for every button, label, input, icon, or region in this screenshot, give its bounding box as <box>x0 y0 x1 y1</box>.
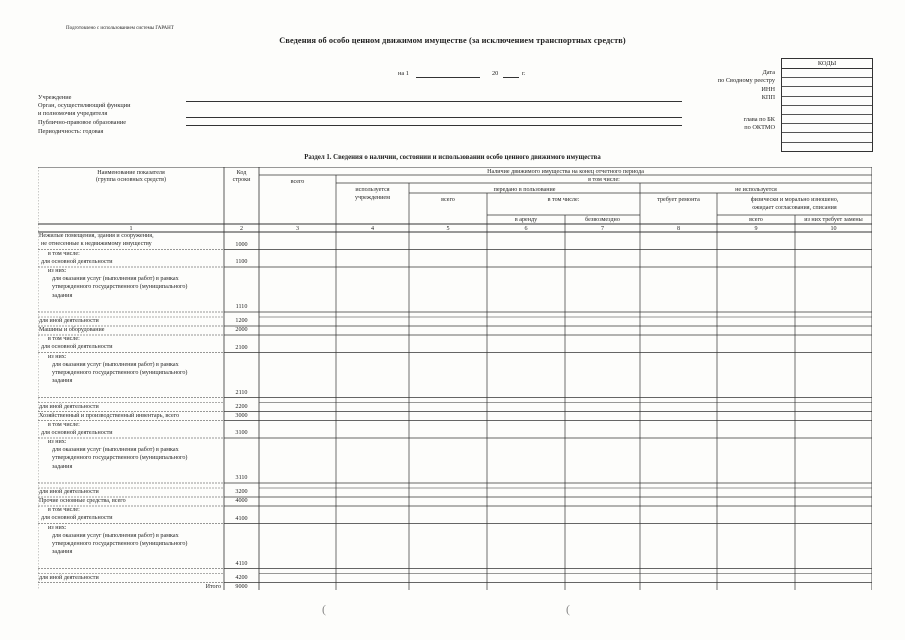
col-num-9: 9 <box>754 226 758 232</box>
row-label-line: из них: <box>48 268 67 274</box>
year-prefix: 20 <box>492 70 499 77</box>
row-label-line: Машины и оборудование <box>39 327 105 333</box>
col-head-name-1: Наименование показателя <box>97 170 165 176</box>
row-label-line: для основной деятельности <box>41 515 113 522</box>
row-code: 3000 <box>235 412 248 419</box>
institution-field[interactable] <box>186 101 682 102</box>
col-head-used-1: используется <box>355 187 390 193</box>
row-label-line: для оказания услуг (выполнения работ) в рамках <box>52 447 179 454</box>
row-code: 2200 <box>235 403 248 410</box>
meta-public-entity: Публично-правовое образование <box>38 119 126 126</box>
row-label-line: в том числе: <box>48 507 80 513</box>
row-label-line: для основной деятельности <box>41 429 113 436</box>
row-code: 1100 <box>235 259 248 265</box>
year-suffix: г. <box>522 70 526 77</box>
col-head-obsolete-2: ожидает согласования, списания <box>752 205 837 211</box>
source-note: Подготовлено с использованием системы ГАРАНТ <box>66 26 174 31</box>
row-label-line: задания <box>52 292 73 299</box>
row-label-line: из них: <box>48 353 67 360</box>
row-label-line: утвержденного государственного (муниципального) <box>52 455 188 462</box>
row-code: 4000 <box>235 498 248 504</box>
code-cell-kpp[interactable] <box>782 97 872 106</box>
row-label-line: утвержденного государственного (муниципального) <box>52 284 188 291</box>
col-head-obsolete-replace: из них требует замены <box>804 217 863 223</box>
col-head-transferred: передано в пользование <box>493 187 556 193</box>
code-cell-inn[interactable] <box>782 87 872 96</box>
col-head-obsolete-total: всего <box>749 217 763 223</box>
codes-header: КОДЫ <box>782 59 872 69</box>
code-cell-oktmo[interactable] <box>782 133 872 142</box>
date-field[interactable] <box>416 77 480 78</box>
col-head-needs-repair: требует ремонта <box>657 197 700 203</box>
row-code: 1000 <box>235 241 248 248</box>
row-code: 2100 <box>235 344 248 351</box>
col-num-10: 10 <box>830 226 837 232</box>
row-code: 1110 <box>235 304 248 310</box>
row-label-line: утвержденного государственного (муниципального) <box>52 540 188 547</box>
col-head-code-1: Код <box>236 170 247 176</box>
row-code: 1200 <box>235 318 248 324</box>
code-label-oktmo: по ОКТМО <box>744 124 775 131</box>
code-cell-blank-2[interactable] <box>782 115 872 124</box>
row-label-line: из них: <box>48 524 67 531</box>
row-label-line: Нежилые помещения, здания и сооружения, <box>39 233 154 239</box>
meta-institution: Учреждение <box>38 94 72 101</box>
row-code: 4110 <box>235 560 248 567</box>
row-label-line: задания <box>52 378 73 385</box>
code-label-inn: ИНН <box>761 86 775 93</box>
code-label-kpp: КПП <box>761 94 775 101</box>
row-label-line: для оказания услуг (выполнения работ) в рамках <box>52 532 179 539</box>
row-code: 4200 <box>235 574 248 581</box>
founder-field[interactable] <box>186 117 682 118</box>
row-label-line: в том числе: <box>48 336 80 342</box>
code-cell-date[interactable] <box>782 69 872 78</box>
row-label-line: задания <box>52 549 73 556</box>
col-num-5: 5 <box>446 226 450 232</box>
row-label-line: для оказания услуг (выполнения работ) в рамках <box>52 361 179 368</box>
col-head-transferred-including: в том числе: <box>547 197 580 203</box>
row-code: 9000 <box>235 583 248 590</box>
col-num-1: 1 <box>129 226 133 232</box>
col-head-name-2: (группа основных средств) <box>95 177 167 183</box>
col-num-3: 3 <box>295 226 300 232</box>
row-label-line: в том числе: <box>48 421 80 428</box>
col-num-2: 2 <box>239 226 244 232</box>
meta-founder-line1: Орган, осуществляющий функции <box>38 102 131 109</box>
code-label-date: Дата <box>762 69 775 76</box>
year-field[interactable] <box>503 77 519 78</box>
row-code: 2000 <box>235 327 248 333</box>
code-cell-blank-3[interactable] <box>782 143 872 151</box>
col-head-used-2: учреждением <box>355 195 390 201</box>
row-code: 4100 <box>235 515 248 522</box>
code-cell-registry[interactable] <box>782 78 872 87</box>
row-label-line: для оказания услуг (выполнения работ) в рамках <box>52 276 179 283</box>
row-code: 3100 <box>235 430 248 436</box>
col-head-free: безвозмездно <box>585 217 620 223</box>
code-label-registry: по Сводному реестру <box>717 77 775 84</box>
col-head-total: всего <box>290 179 305 185</box>
col-num-8: 8 <box>676 226 681 232</box>
row-label-line: Итого <box>205 583 221 590</box>
property-table <box>38 167 872 590</box>
meta-periodicity: Периодичность: годовая <box>38 128 104 135</box>
scan-mark-right: ( <box>566 602 570 616</box>
row-label-line: для иной деятельности <box>39 574 99 581</box>
row-label-line: для основной деятельности <box>41 344 113 351</box>
code-cell-bk[interactable] <box>782 124 872 133</box>
row-label-line: для иной деятельности <box>39 489 99 495</box>
scan-mark-left: ( <box>322 602 326 616</box>
row-code: 2110 <box>235 389 248 396</box>
code-label-bk: глава по БК <box>743 116 775 123</box>
row-label-line: для основной деятельности <box>41 258 113 265</box>
row-label-line: Хозяйственный и производственный инвентарь, всего <box>39 412 180 419</box>
section-title: Раздел 1. Сведения о наличии, состоянии и использовании особо ценного движимого имущества <box>304 154 601 161</box>
row-code: 3110 <box>235 475 248 481</box>
col-num-4: 4 <box>370 226 375 232</box>
public-entity-field[interactable] <box>186 125 682 126</box>
row-label-line: в том числе: <box>48 250 80 257</box>
document-title: Сведения об особо ценном движимом имуществе (за исключением транспортных средств) <box>279 36 626 45</box>
col-head-availability: Наличие движимого имущества на конец отчетного периода <box>487 169 644 175</box>
col-head-rent: в аренду <box>514 217 538 223</box>
col-head-not-used: не используется <box>735 187 777 193</box>
row-label-line: Прочие основные средства, всего <box>39 498 126 504</box>
col-head-including: в том числе: <box>588 177 620 183</box>
code-cell-blank-1[interactable] <box>782 106 872 115</box>
meta-founder-line2: и полномочия учредителя <box>38 110 108 117</box>
row-label-line: не отнесенные к недвижимому имуществу <box>41 241 152 248</box>
row-label-line: из них: <box>48 439 67 445</box>
row-code: 3200 <box>235 489 248 495</box>
date-prefix: на 1 <box>398 70 409 77</box>
row-label-line: утвержденного государственного (муниципального) <box>52 369 188 376</box>
codes-box <box>781 58 873 152</box>
col-num-6: 6 <box>524 226 528 232</box>
row-label-line: для иной деятельности <box>39 403 99 410</box>
col-head-obsolete-1: физически и морально изношено, <box>750 197 839 203</box>
col-num-7: 7 <box>600 226 605 232</box>
row-label-line: задания <box>52 463 73 470</box>
col-head-code-2: строки <box>232 177 251 183</box>
col-head-transferred-total: всего <box>441 197 455 203</box>
row-label-line: для иной деятельности <box>39 318 99 324</box>
